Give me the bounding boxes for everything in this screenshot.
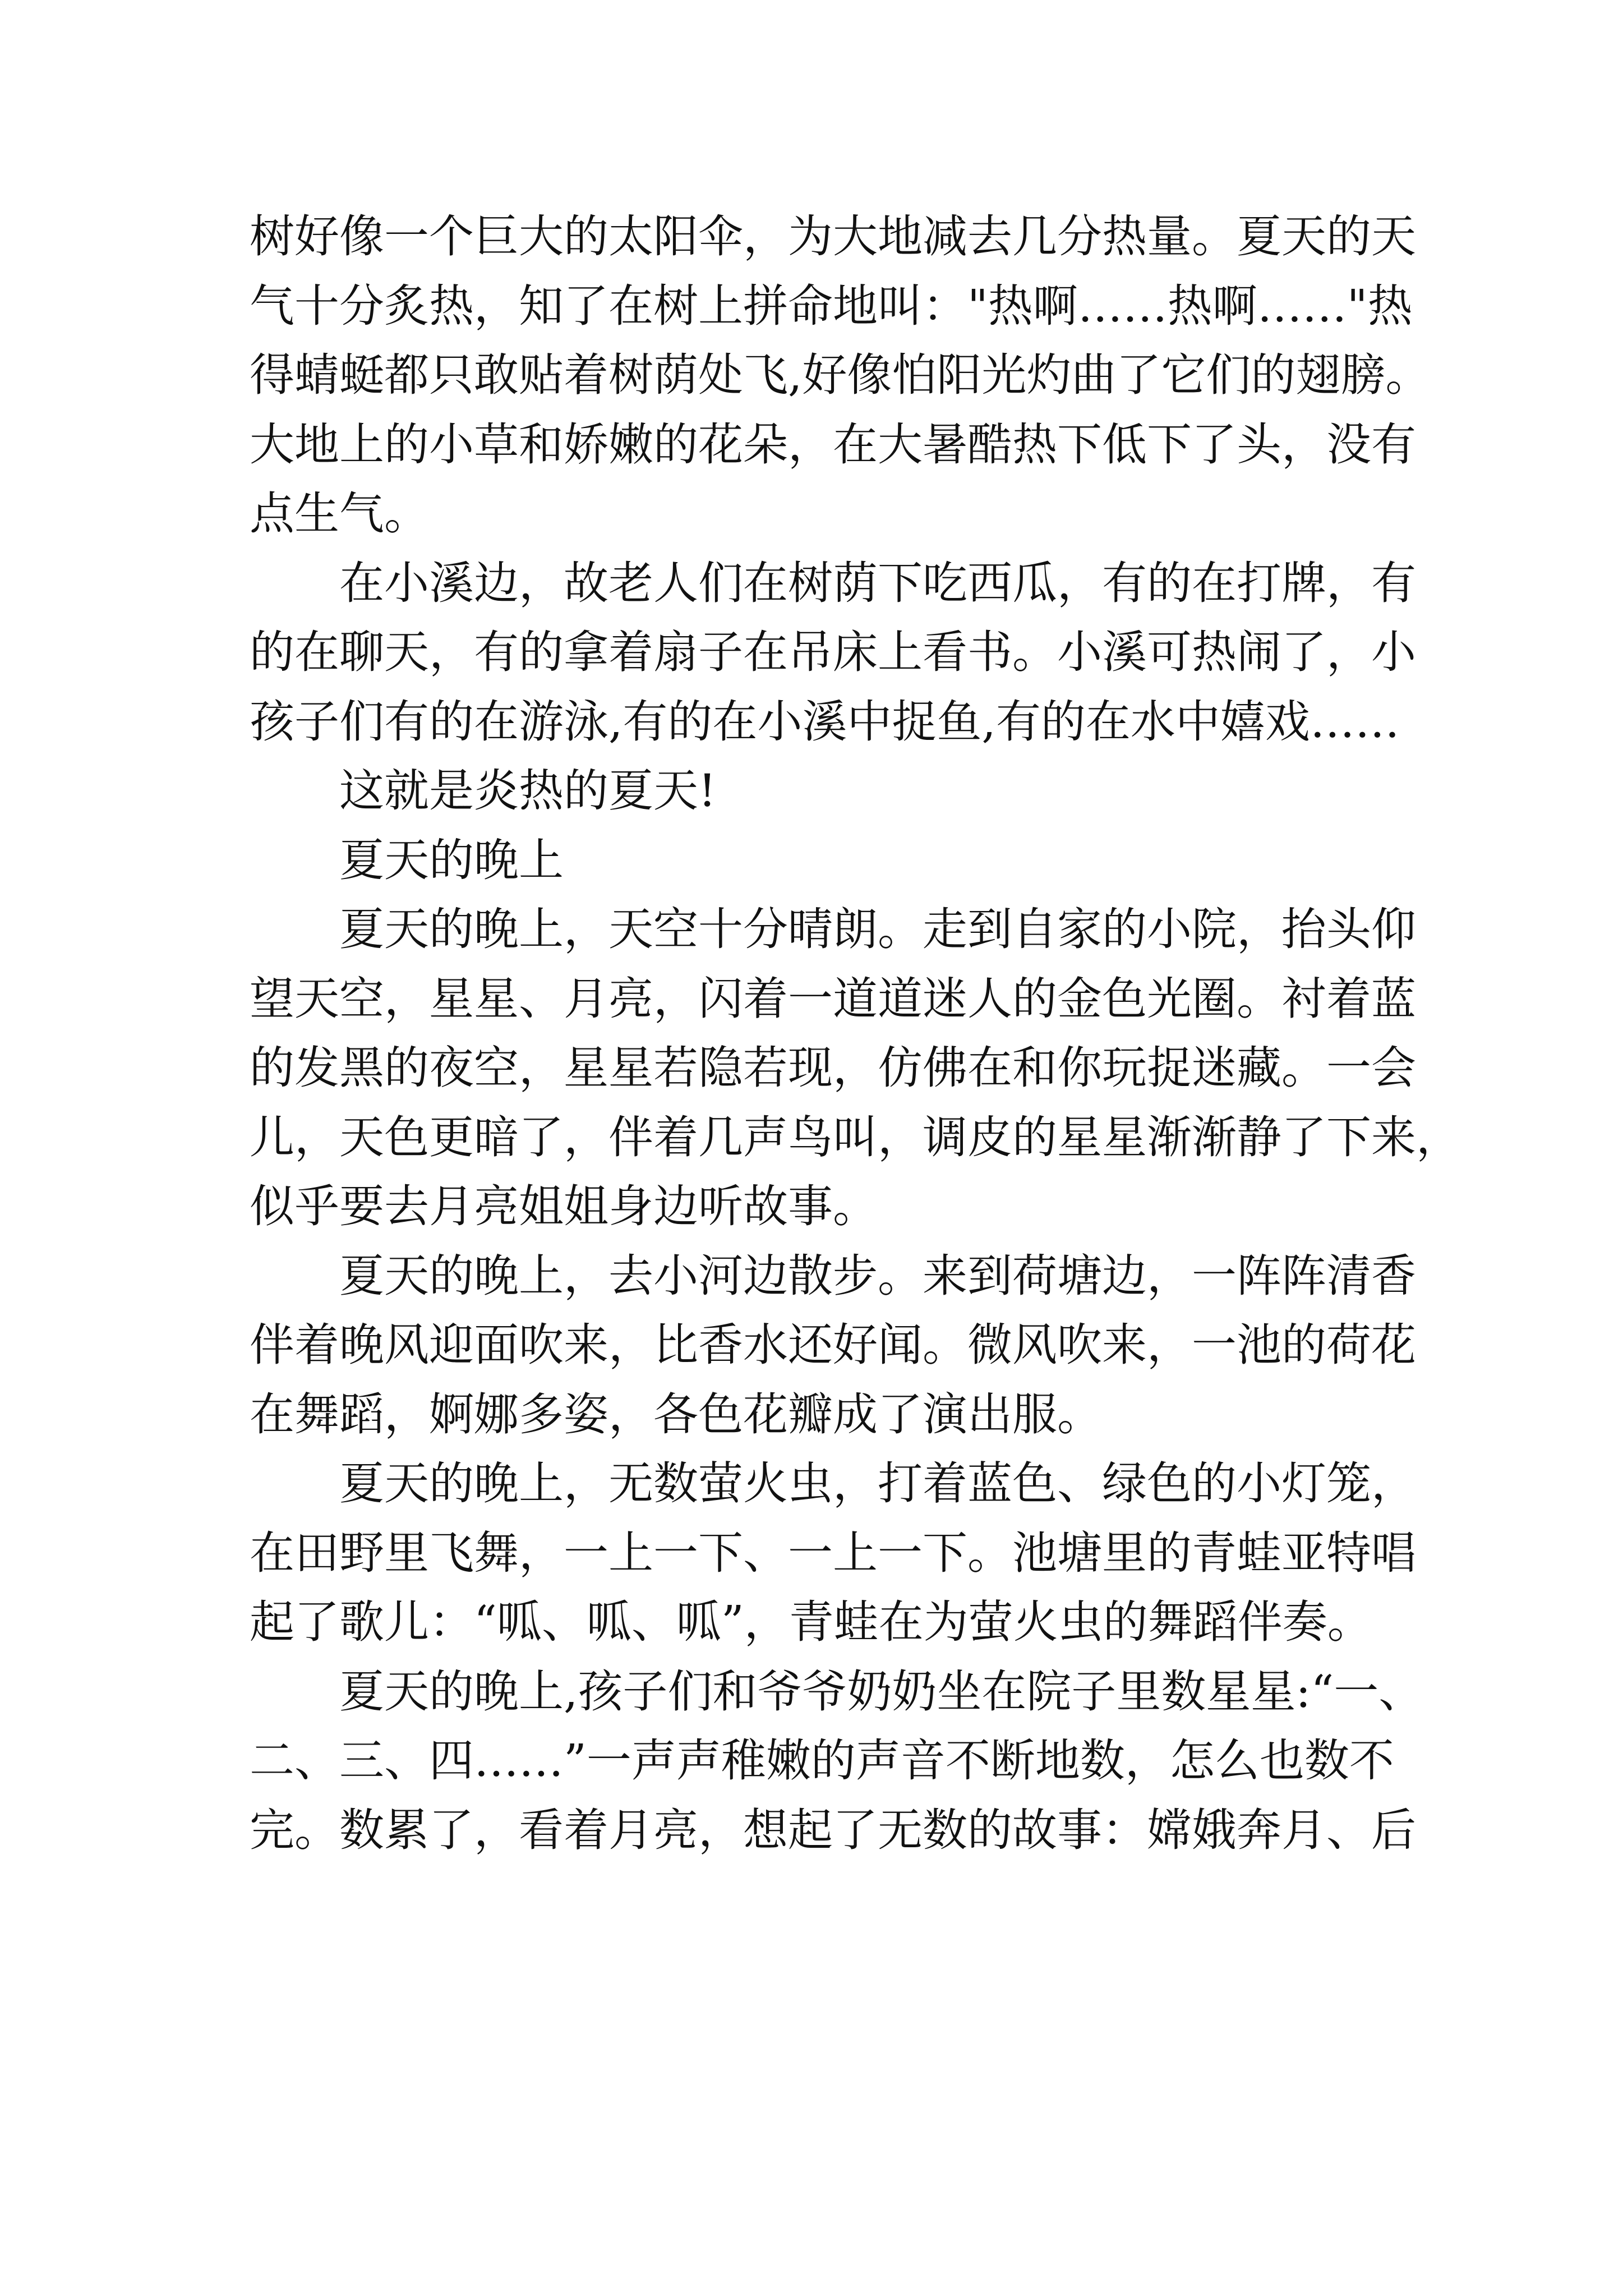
text-line: 在舞蹈，婀娜多姿，各色花瓣成了演出服。 xyxy=(250,1388,1102,1441)
text-line: 在田野里飞舞，一上一下、一上一下。池塘里的青蛙亚特唱 xyxy=(250,1526,1416,1579)
paragraph-start-line: 夏天的晚上，去小河边散步。来到荷塘边，一阵阵清香 xyxy=(339,1249,1416,1302)
text-line: 完。数累了，看着月亮，想起了无数的故事：嫦娥奔月、后 xyxy=(250,1803,1416,1856)
text-line: 点生气。 xyxy=(250,487,429,540)
text-line: 起了歌儿：“呱、呱、呱”，青蛙在为萤火虫的舞蹈伴奏。 xyxy=(250,1596,1372,1648)
document-page xyxy=(250,202,1461,1865)
paragraph-start-line: 这就是炎热的夏天! xyxy=(339,765,717,817)
text-line: 孩子们有的在游泳,有的在小溪中捉鱼,有的在水中嬉戏…… xyxy=(250,695,1400,748)
paragraph-start-line: 夏天的晚上，无数萤火虫，打着蓝色、绿色的小灯笼， xyxy=(339,1457,1416,1510)
text-line: 得蜻蜓都只敢贴着树荫处飞,好像怕阳光灼曲了它们的翅膀。 xyxy=(250,349,1431,401)
text-line: 儿，天色更暗了，伴着几声鸟叫，调皮的星星渐渐静了下来， xyxy=(250,1111,1461,1163)
section-heading: 夏天的晚上 xyxy=(339,834,564,886)
text-line: 似乎要去月亮姐姐身边听故事。 xyxy=(250,1180,878,1232)
text-line: 气十分炙热，知了在树上拼命地叫："热啊……热啊……"热 xyxy=(250,279,1413,332)
text-line: 的在聊天，有的拿着扇子在吊床上看书。小溪可热闹了，小 xyxy=(250,626,1416,678)
paragraph-start-line: 在小溪边，故老人们在树荫下吃西瓜，有的在打牌，有 xyxy=(339,556,1416,609)
text-line: 望天空，星星、月亮，闪着一道道迷人的金色光圈。衬着蓝 xyxy=(250,972,1416,1025)
text-line: 二、三、四……”一声声稚嫩的声音不断地数，怎么也数不 xyxy=(250,1734,1394,1787)
text-line: 伴着晚风迎面吹来，比香水还好闻。微风吹来，一池的荷花 xyxy=(250,1319,1416,1371)
text-line: 树好像一个巨大的太阳伞，为大地减去几分热量。夏天的天 xyxy=(250,210,1416,263)
text-line: 大地上的小草和娇嫩的花朵，在大暑酷热下低下了头，没有 xyxy=(250,418,1416,471)
paragraph-start-line: 夏天的晚上,孩子们和爷爷奶奶坐在院子里数星星:“一、 xyxy=(339,1665,1424,1718)
text-line: 的发黑的夜空，星星若隐若现，仿佛在和你玩捉迷藏。一会 xyxy=(250,1042,1416,1094)
paragraph-start-line: 夏天的晚上，天空十分晴朗。走到自家的小院，抬头仰 xyxy=(339,903,1416,955)
